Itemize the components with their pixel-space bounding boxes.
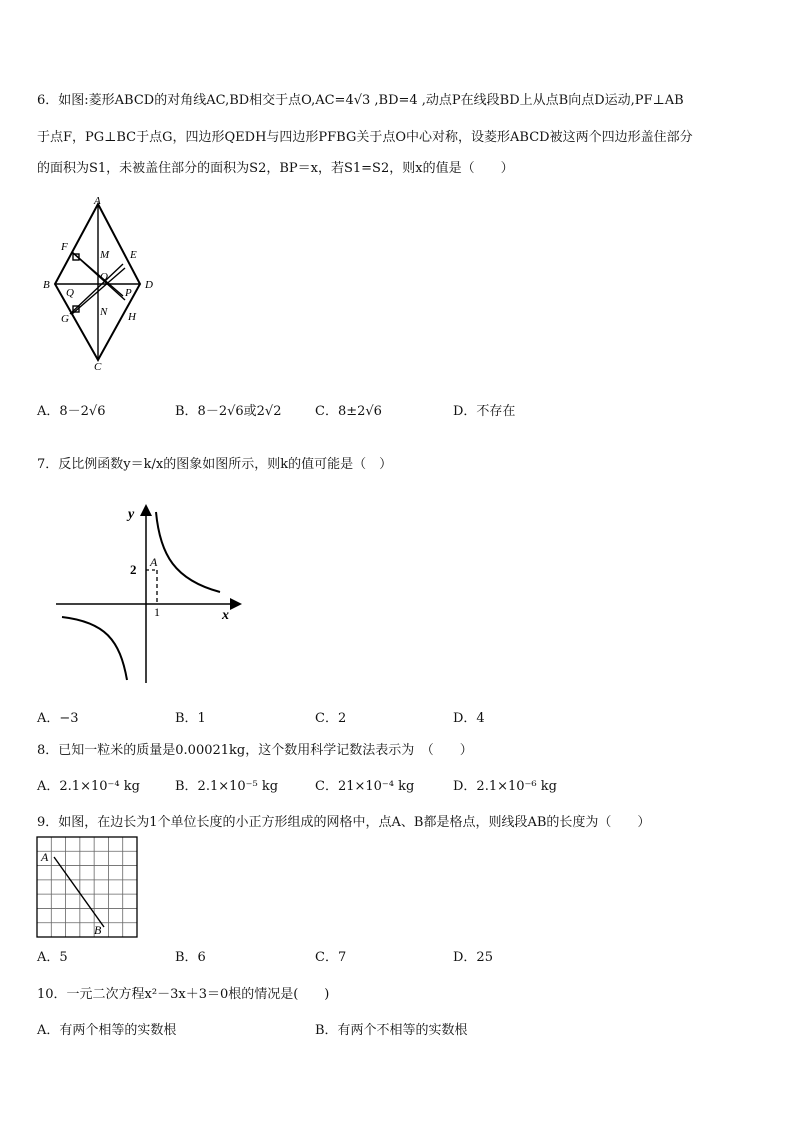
q6-stem-line2: 于点F，PG⊥BC于点G，四边形QEDH与四边形PFBG关于点O中心对称，设菱形ABCD被这两个四边形盖住部分 [37,130,693,145]
q10-option-a[interactable]: A．有两个相等的实数根 [37,1023,177,1038]
q10-option-b[interactable]: B．有两个不相等的实数根 [315,1023,468,1038]
q7-point-a: A [150,555,158,569]
q9-option-b[interactable]: B．6 [175,950,206,965]
q6-label-p: P [125,287,132,299]
q8-option-d[interactable]: D．2.1×10⁻⁶ kg [453,779,557,794]
q7-option-d[interactable]: D．4 [453,711,485,726]
q6-label-q: Q [66,287,74,299]
q7-x-axis-label: x [222,608,229,623]
q7-option-a[interactable]: A．−3 [37,711,79,726]
q6-label-b: B [43,279,50,291]
q6-label-h: H [128,311,136,323]
q6-stem-line1: 6．如图:菱形ABCD的对角线AC,BD相交于点O,AC=4√3 ,BD=4 ,动点P在线段BD上从点B向点D运动,PF⊥AB [37,93,684,108]
q6-label-a: A [94,195,101,207]
q9-option-d[interactable]: D．25 [453,950,493,965]
q8-option-c[interactable]: C．21×10⁻⁴ kg [315,779,415,794]
q6-option-d[interactable]: D．不存在 [453,404,516,419]
q8-option-b[interactable]: B．2.1×10⁻⁵ kg [175,779,279,794]
q9-grid-figure [36,836,140,940]
q7-tick-2: 2 [130,562,137,577]
q9-option-a[interactable]: A．5 [37,950,68,965]
q6-label-e: E [130,249,137,261]
q6-stem-line3: 的面积为S1，未被盖住部分的面积为S2，BP＝x，若S1=S2，则x的值是（ ） [37,161,514,176]
q6-label-m: M [100,249,110,261]
q6-label-d: D [145,279,153,291]
q7-hyperbola-graph [50,500,250,690]
q10-stem: 10．一元二次方程x²－3x＋3＝0根的情况是( ) [37,987,330,1002]
q6-label-f: F [61,241,68,253]
q9-point-b: B [94,923,102,937]
q7-option-c[interactable]: C．2 [315,711,347,726]
q9-point-a: A [41,850,49,864]
q6-option-c[interactable]: C．8±2√6 [315,404,382,419]
q8-stem: 8．已知一粒米的质量是0.00021kg，这个数用科学记数法表示为 （ ） [37,743,473,758]
q7-stem: 7．反比例函数y＝k/x的图象如图所示，则k的值可能是（ ） [37,457,393,472]
q6-label-g: G [61,313,69,325]
q6-option-b[interactable]: B．8－2√6或2√2 [175,404,282,419]
q9-stem: 9．如图，在边长为1个单位长度的小正方形组成的网格中，点A、B都是格点，则线段AB的长度为（ ） [37,815,651,830]
q6-label-o: O [100,271,108,283]
q7-y-axis-label: y [128,507,135,522]
q9-option-c[interactable]: C．7 [315,950,347,965]
q7-tick-1: 1 [154,605,160,619]
q6-option-a[interactable]: A．8－2√6 [37,404,106,419]
q6-label-n: N [100,306,108,318]
q6-label-c: C [94,361,102,372]
q8-option-a[interactable]: A．2.1×10⁻⁴ kg [37,779,140,794]
q6-rhombus-figure [35,192,165,372]
q7-option-b[interactable]: B．1 [175,711,206,726]
